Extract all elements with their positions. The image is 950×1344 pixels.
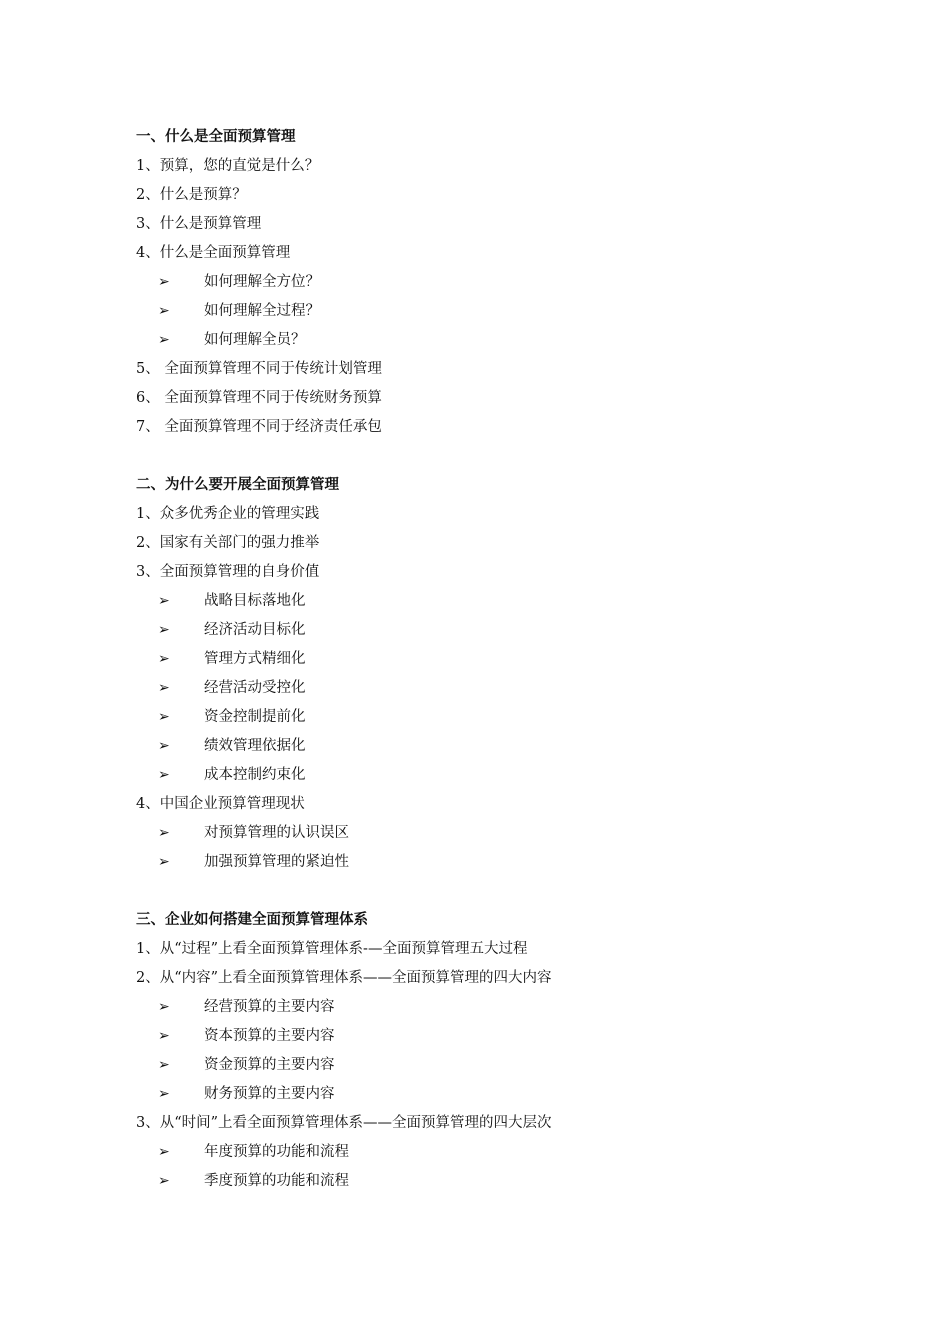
arrowhead-bullet-icon: ➢	[158, 767, 170, 783]
sub-list-item	[136, 1080, 856, 1109]
sub-list-item	[136, 819, 856, 848]
list-item: 2、从“内容”上看全面预算管理体系——全面预算管理的四大内容	[136, 970, 552, 986]
sub-list-item	[136, 645, 856, 674]
list-item: 1、众多优秀企业的管理实践	[136, 506, 320, 522]
sub-list-item	[136, 1138, 856, 1167]
sub-list-item	[136, 268, 856, 297]
sub-list-item	[136, 297, 856, 326]
sub-list-item-text: 资金预算的主要内容	[204, 1057, 335, 1073]
list-item: 1、预算，您的直觉是什么？	[136, 158, 320, 174]
list-item: 5、 全面预算管理不同于传统计划管理	[136, 361, 382, 377]
section-1	[136, 123, 856, 442]
list-item: 1、从“过程”上看全面预算管理体系-—全面预算管理五大过程	[136, 941, 528, 957]
list-item: 6、 全面预算管理不同于传统财务预算	[136, 390, 382, 406]
arrowhead-bullet-icon: ➢	[158, 1028, 170, 1044]
arrowhead-bullet-icon: ➢	[158, 593, 170, 609]
list-item: 7、 全面预算管理不同于经济责任承包	[136, 419, 382, 435]
arrowhead-bullet-icon: ➢	[158, 738, 170, 754]
sub-list-item-text: 如何理解全过程？	[204, 303, 320, 319]
sub-list-item-text: 经营活动受控化	[204, 680, 306, 696]
list-item: 3、什么是预算管理	[136, 216, 262, 232]
list-item: 3、从“时间”上看全面预算管理体系——全面预算管理的四大层次	[136, 1115, 552, 1131]
sub-list-item	[136, 1022, 856, 1051]
sub-list-item	[136, 587, 856, 616]
arrowhead-bullet-icon: ➢	[158, 1144, 170, 1160]
arrowhead-bullet-icon: ➢	[158, 332, 170, 348]
sub-list-item	[136, 993, 856, 1022]
sub-list-item	[136, 848, 856, 877]
arrowhead-bullet-icon: ➢	[158, 622, 170, 638]
sub-list-item	[136, 1051, 856, 1080]
sub-list-item-text: 成本控制约束化	[204, 767, 306, 783]
sub-list-item	[136, 703, 856, 732]
list-item: 2、国家有关部门的强力推举	[136, 535, 320, 551]
sub-list-item	[136, 616, 856, 645]
sub-list-item-text: 如何理解全员？	[204, 332, 306, 348]
arrowhead-bullet-icon: ➢	[158, 709, 170, 725]
arrowhead-bullet-icon: ➢	[158, 303, 170, 319]
sub-list-item	[136, 761, 856, 790]
arrowhead-bullet-icon: ➢	[158, 1057, 170, 1073]
section-3	[136, 906, 856, 1196]
section-heading: 一、什么是全面预算管理	[136, 129, 296, 145]
sub-list-item-text: 对预算管理的认识误区	[204, 825, 349, 841]
sub-list-item-text: 绩效管理依据化	[204, 738, 306, 754]
sub-list-item-text: 季度预算的功能和流程	[204, 1173, 349, 1189]
list-item: 2、什么是预算？	[136, 187, 247, 203]
arrowhead-bullet-icon: ➢	[158, 1086, 170, 1102]
sub-list-item-text: 经营预算的主要内容	[204, 999, 335, 1015]
sub-list-item-text: 管理方式精细化	[204, 651, 306, 667]
sub-list-item-text: 如何理解全方位？	[204, 274, 320, 290]
sub-list-item	[136, 674, 856, 703]
arrowhead-bullet-icon: ➢	[158, 651, 170, 667]
list-item: 4、什么是全面预算管理	[136, 245, 291, 261]
list-item: 4、中国企业预算管理现状	[136, 796, 305, 812]
sub-list-item-text: 资金控制提前化	[204, 709, 306, 725]
section-heading: 二、为什么要开展全面预算管理	[136, 477, 339, 493]
section-heading: 三、企业如何搭建全面预算管理体系	[136, 912, 368, 928]
document-body	[136, 123, 856, 1225]
sub-list-item-text: 财务预算的主要内容	[204, 1086, 335, 1102]
arrowhead-bullet-icon: ➢	[158, 274, 170, 290]
sub-list-item-text: 资本预算的主要内容	[204, 1028, 335, 1044]
arrowhead-bullet-icon: ➢	[158, 1173, 170, 1189]
sub-list-item-text: 年度预算的功能和流程	[204, 1144, 349, 1160]
sub-list-item	[136, 326, 856, 355]
arrowhead-bullet-icon: ➢	[158, 680, 170, 696]
sub-list-item-text: 经济活动目标化	[204, 622, 306, 638]
sub-list-item-text: 加强预算管理的紧迫性	[204, 854, 349, 870]
arrowhead-bullet-icon: ➢	[158, 999, 170, 1015]
arrowhead-bullet-icon: ➢	[158, 854, 170, 870]
list-item: 3、全面预算管理的自身价值	[136, 564, 320, 580]
sub-list-item	[136, 1167, 856, 1196]
sub-list-item	[136, 732, 856, 761]
sub-list-item-text: 战略目标落地化	[204, 593, 306, 609]
section-2	[136, 471, 856, 877]
arrowhead-bullet-icon: ➢	[158, 825, 170, 841]
